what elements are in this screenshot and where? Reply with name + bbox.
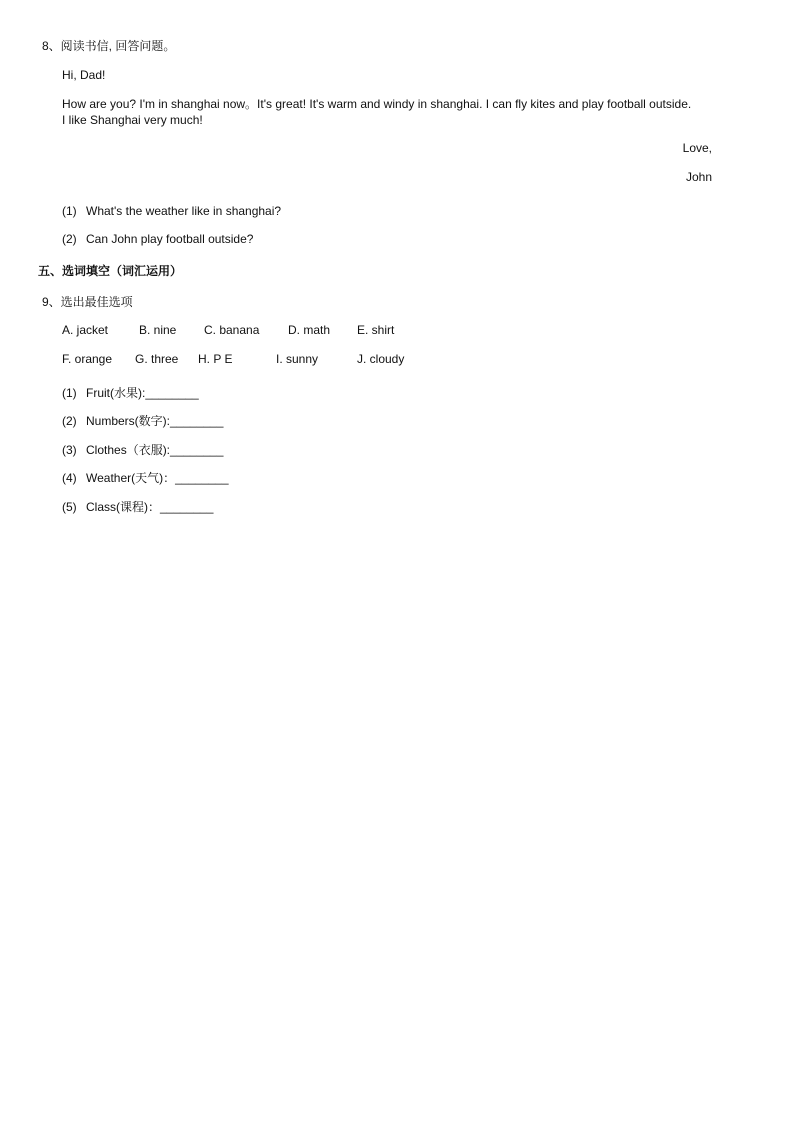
option-a: A. jacket (62, 323, 109, 337)
question-number: (2) (62, 232, 77, 246)
letter-signature: John (685, 170, 712, 184)
fill-item-2 (62, 413, 223, 429)
option-h: H. P E (198, 352, 233, 366)
item-text: Fruit(水果):________ (86, 386, 199, 400)
question-8-2 (62, 231, 253, 247)
option-e: E. shirt (357, 323, 395, 337)
option-j: J. cloudy (357, 352, 405, 366)
question-text: Can John play football outside? (86, 232, 254, 246)
fill-item-3 (62, 442, 223, 458)
item-text: Class(课程)：________ (86, 500, 214, 514)
fill-item-4 (62, 470, 229, 486)
option-i: I. sunny (276, 352, 319, 366)
item-text: Weather(天气)：________ (86, 471, 229, 485)
fill-item-1 (62, 385, 199, 401)
question-9-title: 9、选出最佳选项 (42, 295, 133, 309)
item-number: (4) (62, 471, 77, 485)
option-f: F. orange (62, 352, 113, 366)
item-number: (3) (62, 443, 77, 457)
question-8-title: 8、阅读书信, 回答问题。 (42, 39, 176, 53)
item-text: Clothes（衣服):________ (86, 443, 224, 457)
option-d: D. math (288, 323, 331, 337)
letter-body: How are you? I'm in shanghai now。It's great! It's warm and windy in shanghai. I can fly kites and play football outside. I like Shanghai very much! (62, 97, 692, 127)
question-8-1 (62, 203, 281, 219)
option-b: B. nine (139, 323, 177, 337)
question-number: (1) (62, 204, 77, 218)
option-c: C. banana (204, 323, 260, 337)
letter-closing: Love, (682, 141, 712, 155)
option-g: G. three (135, 352, 179, 366)
item-number: (5) (62, 500, 77, 514)
item-number: (2) (62, 414, 77, 428)
fill-item-5 (62, 499, 213, 515)
section-5-heading: 五、选词填空（词汇运用） (38, 264, 183, 278)
item-number: (1) (62, 386, 77, 400)
question-text: What's the weather like in shanghai? (86, 204, 282, 218)
letter-greeting: Hi, Dad! (62, 68, 106, 82)
item-text: Numbers(数字):________ (86, 414, 224, 428)
